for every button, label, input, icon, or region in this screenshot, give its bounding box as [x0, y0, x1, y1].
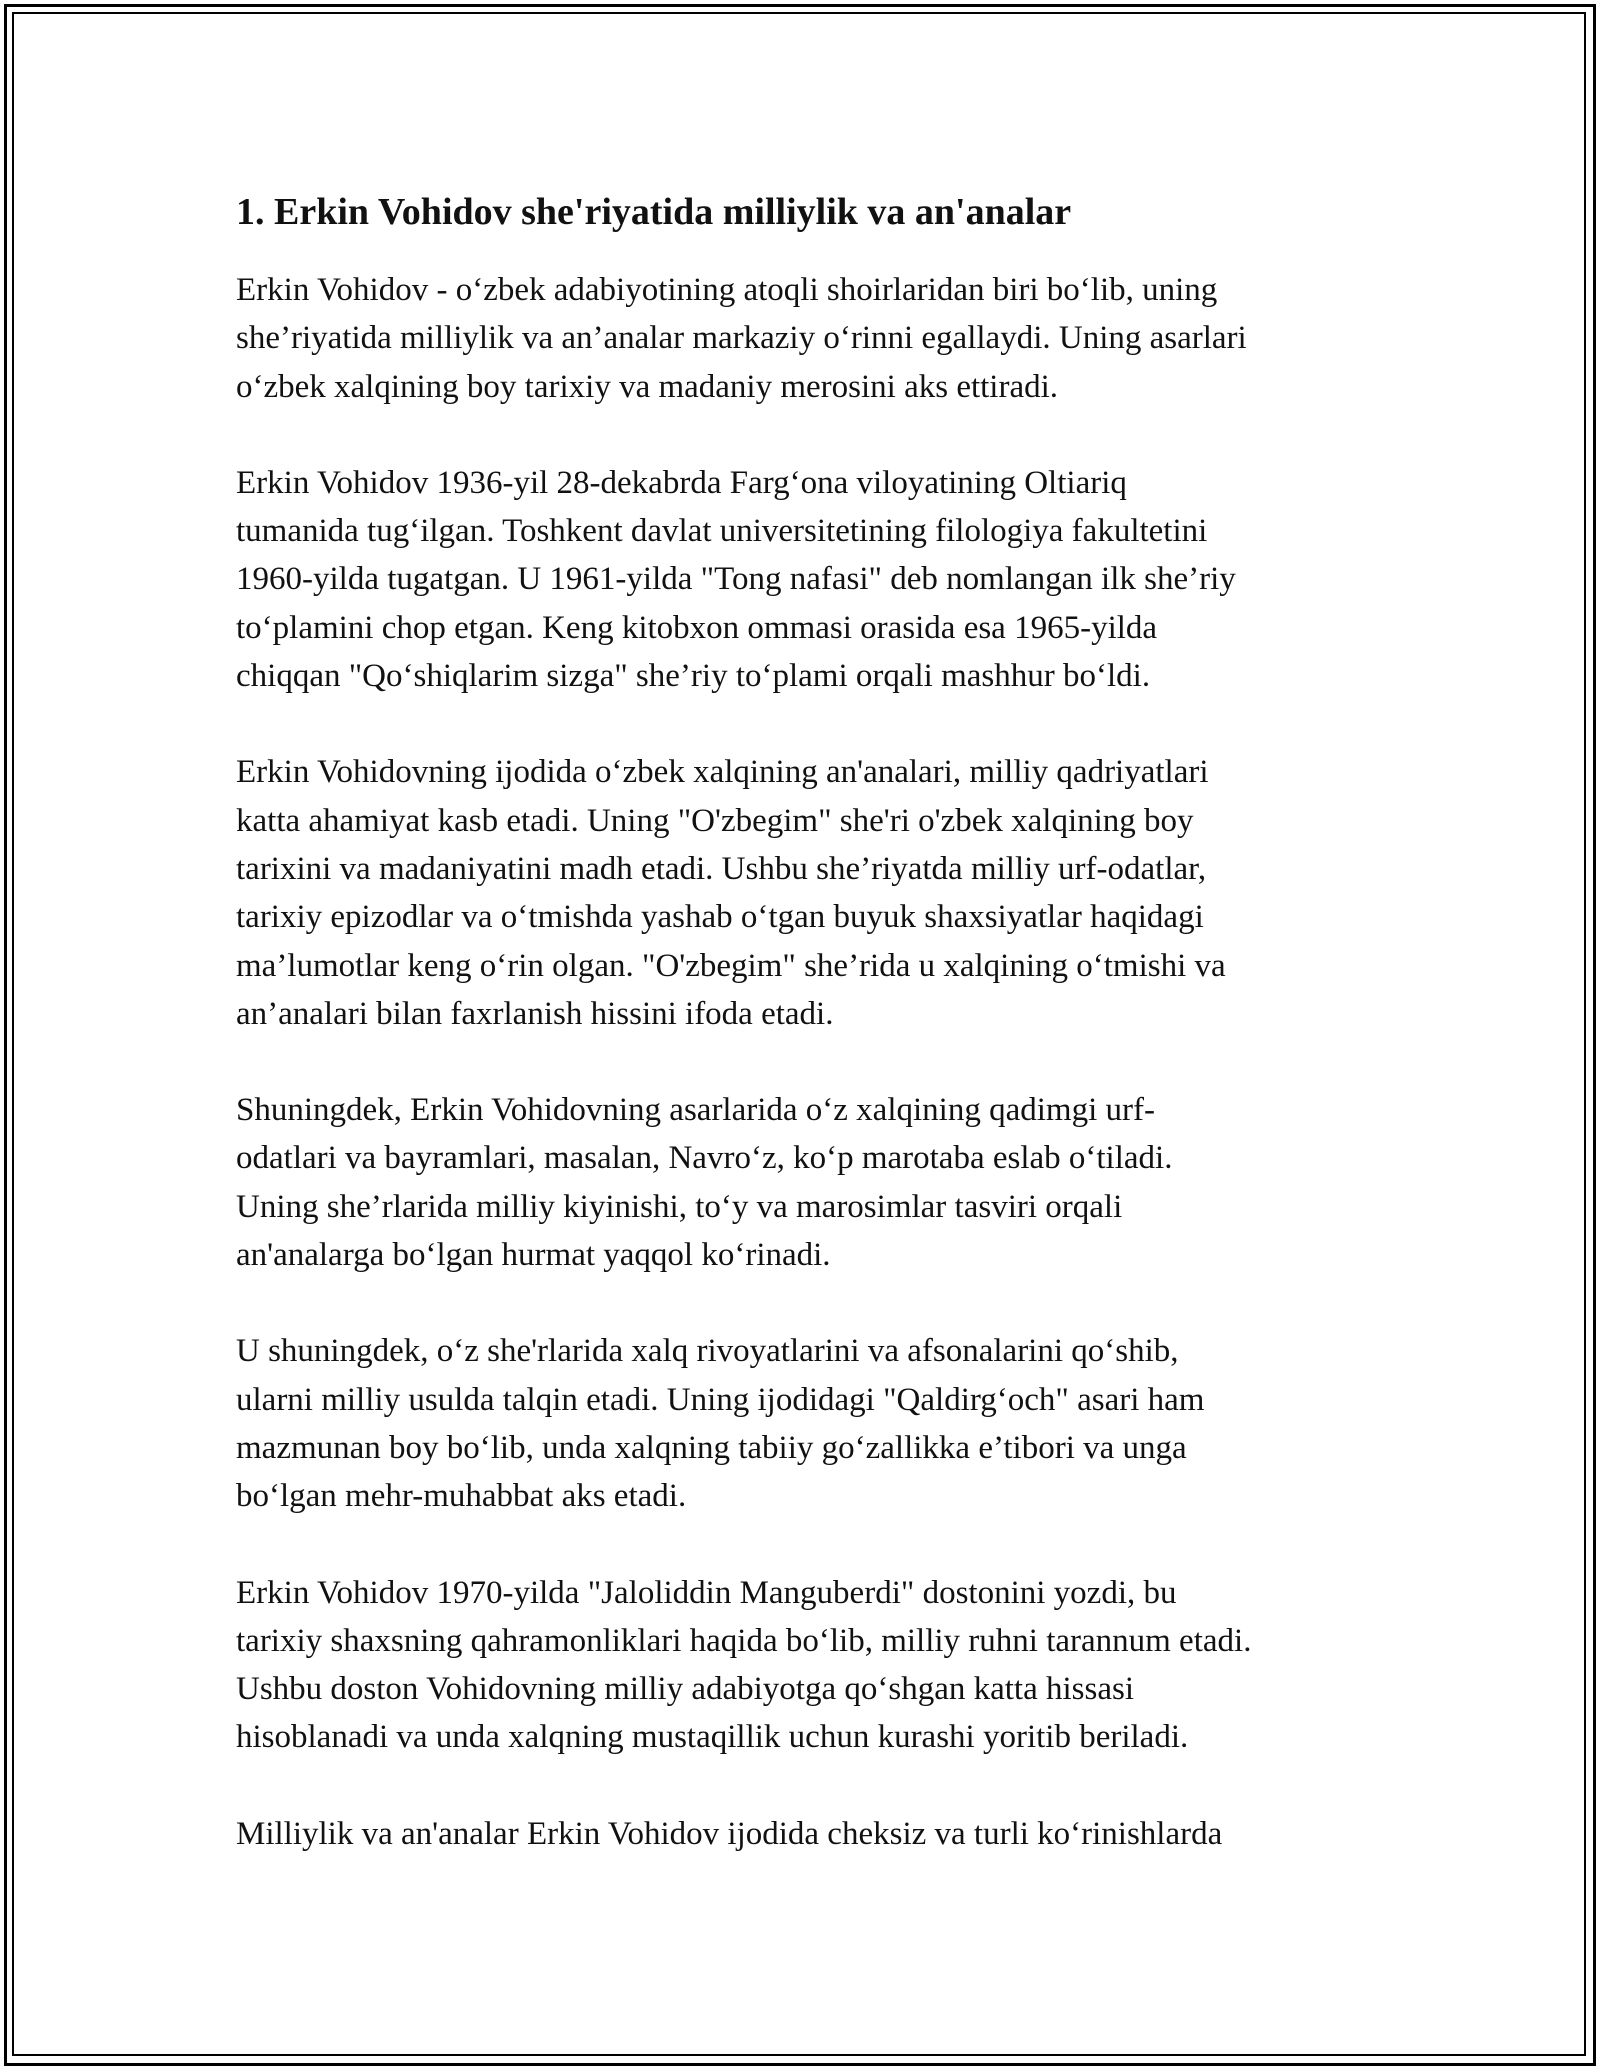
paragraph-3	[236, 748, 1386, 1038]
text-line: Erkin Vohidovning ijodida o‘zbek xalqining an'analari, milliy qadriyatlari	[236, 754, 1209, 791]
text-line: Uning she’rlarida milliy kiyinishi, to‘y va marosimlar tasviri orqali	[236, 1188, 1123, 1225]
text-line: she’riyatida milliylik va an’analar markaziy o‘rinni egallaydi. Uning asarlari	[236, 320, 1247, 357]
text-line: Ushbu doston Vohidovning milliy adabiyotga qo‘shgan katta hissasi	[236, 1671, 1134, 1708]
text-line: 1960-yilda tugatgan. U 1961-yilda "Tong nafasi" deb nomlangan ilk she’riy	[236, 561, 1236, 598]
text-line: hisoblanadi va unda xalqning mustaqillik uchun kurashi yoritib beriladi.	[236, 1719, 1189, 1756]
document-body	[236, 186, 1386, 1906]
text-line: Milliylik va an'analar Erkin Vohidov ijodida cheksiz va turli ko‘rinishlarda	[236, 1815, 1223, 1852]
section-heading: 1. Erkin Vohidov she'riyatida milliylik va an'analar	[236, 191, 1072, 233]
text-line: tarixiy shaxsning qahramonliklari haqida bo‘lib, milliy ruhni tarannum etadi.	[236, 1622, 1252, 1659]
text-line: odatlari va bayramlari, masalan, Navro‘z, ko‘p marotaba eslab o‘tiladi.	[236, 1140, 1173, 1177]
paragraph-6	[236, 1569, 1386, 1762]
text-line: bo‘lgan mehr-muhabbat aks etadi.	[236, 1478, 687, 1515]
text-line: U shuningdek, o‘z she'rlarida xalq rivoyatlarini va afsonalarini qo‘shib,	[236, 1333, 1179, 1370]
text-line: katta ahamiyat kasb etadi. Uning "O'zbegim" she'ri o'zbek xalqining boy	[236, 802, 1194, 839]
paragraph-1	[236, 266, 1386, 411]
text-line: Erkin Vohidov - o‘zbek adabiyotining atoqli shoirlaridan biri bo‘lib, uning	[236, 272, 1218, 308]
text-line: ma’lumotlar keng o‘rin olgan. "O'zbegim" she’rida u xalqining o‘tmishi va	[236, 947, 1226, 984]
text-line: Shuningdek, Erkin Vohidovning asarlarida o‘z xalqining qadimgi urf-	[236, 1092, 1155, 1129]
text-line: to‘plamini chop etgan. Keng kitobxon ommasi orasida esa 1965-yilda	[236, 609, 1158, 646]
paragraph-4	[236, 1086, 1386, 1279]
text-line: ularni milliy usulda talqin etadi. Uning ijodidagi "Qaldirg‘och" asari ham	[236, 1381, 1205, 1418]
paragraph-2	[236, 459, 1386, 700]
text-line: an’analari bilan faxrlanish hissini ifoda etadi.	[236, 995, 834, 1032]
text-line: tumanida tug‘ilgan. Toshkent davlat universitetining filologiya fakultetini	[236, 513, 1208, 550]
text-line: Erkin Vohidov 1970-yilda "Jaloliddin Manguberdi" dostonini yozdi, bu	[236, 1574, 1177, 1611]
paragraph-5	[236, 1327, 1386, 1520]
text-line: tarixiy epizodlar va o‘tmishda yashab o‘tgan buyuk shaxsiyatlar haqidagi	[236, 899, 1204, 936]
text-line: chiqqan "Qo‘shiqlarim sizga" she’riy to‘plami orqali mashhur bo‘ldi.	[236, 658, 1151, 695]
text-line: an'analarga bo‘lgan hurmat yaqqol ko‘rinadi.	[236, 1237, 831, 1274]
paragraph-7	[236, 1810, 1386, 1858]
text-line: tarixini va madaniyatini madh etadi. Ushbu she’riyatda milliy urf-odatlar,	[236, 850, 1207, 887]
text-line: mazmunan boy bo‘lib, unda xalqning tabiiy go‘zallikka e’tibori va unga	[236, 1429, 1187, 1466]
text-line: o‘zbek xalqining boy tarixiy va madaniy merosini aks ettiradi.	[236, 368, 1059, 405]
text-line: Erkin Vohidov 1936-yil 28-dekabrda Farg‘ona viloyatining Oltiariq	[236, 464, 1127, 501]
